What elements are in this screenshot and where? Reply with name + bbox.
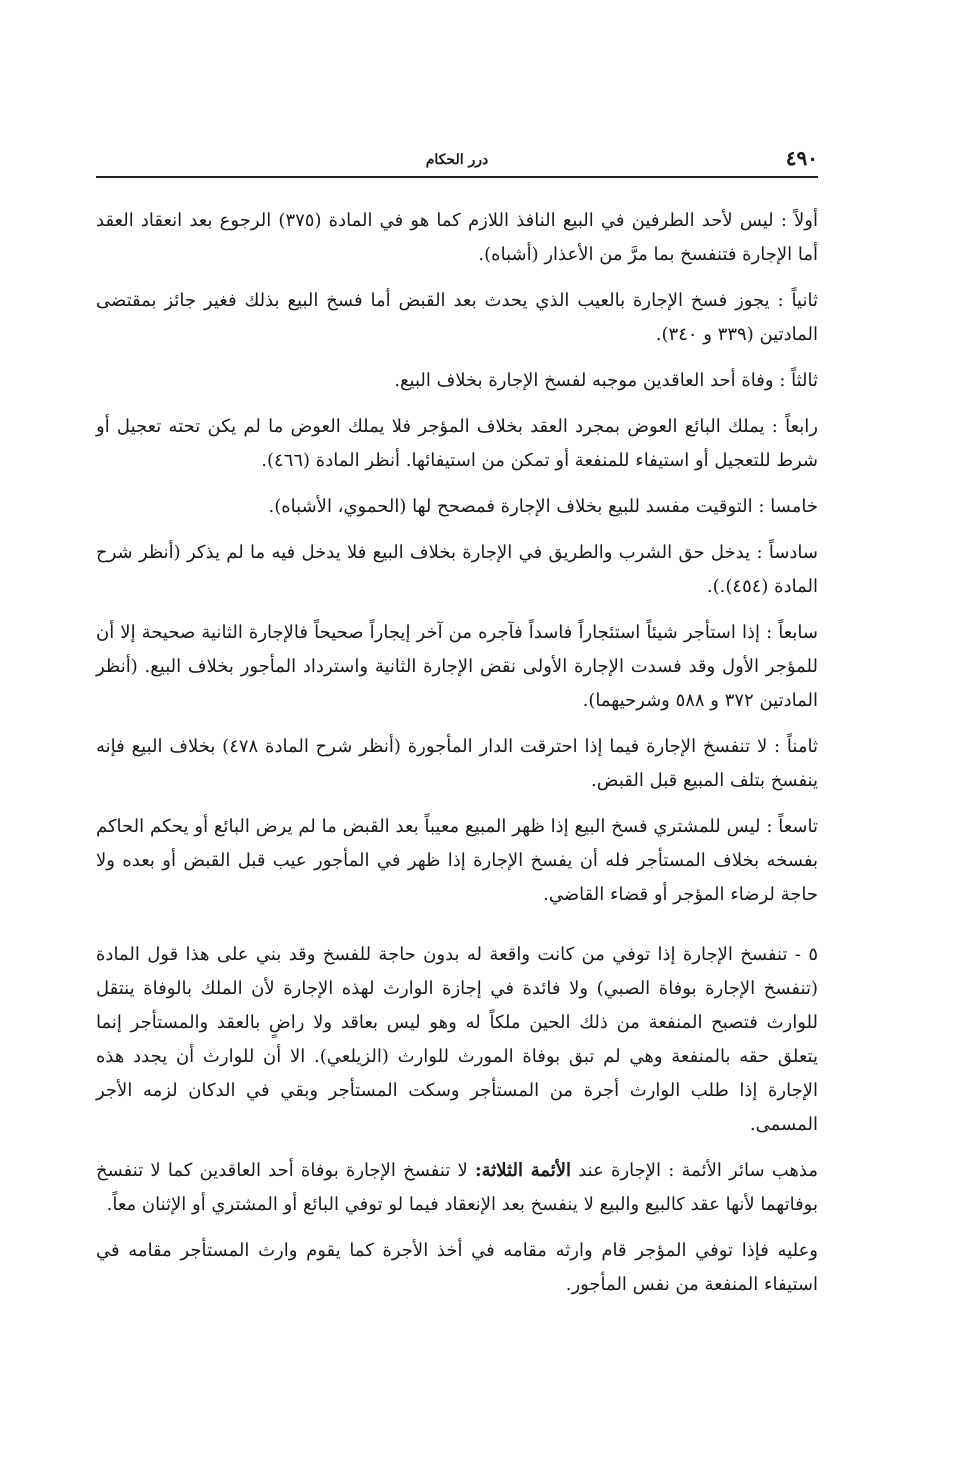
paragraph-lead: ثامناً : xyxy=(774,736,818,757)
paragraph-text: يجوز فسخ الإجارة بالعيب الذي يحدث بعد القبض أما فسخ البيع بذلك فغير جائز بمقتضى المادتين (٣٣٩ و ٣٤٠). xyxy=(96,290,818,345)
paragraph-text: إذا استأجر شيئاً استئجاراً فاسداً فآجره من آخر إيجاراً صحيحاً فالإجارة الثانية صحيحة إلا أن للمؤجر الأول وقد فسدت الإجارة الأولى نقض الإجارة الثانية واسترداد المأجور بخلاف البيع. (أنظر المادتين ٣٧٢ و ٥٨٨ وشرحيهما). xyxy=(96,622,818,711)
paragraph-lead: ٥ - xyxy=(794,944,818,965)
paragraph-text: التوقيت مفسد للبيع بخلاف الإجارة فمصحح لها (الحموي، الأشباه). xyxy=(268,496,753,517)
running-head xyxy=(96,140,818,178)
body-text xyxy=(96,204,818,1302)
paragraph-sixth xyxy=(96,536,818,604)
book-page xyxy=(96,140,818,1314)
paragraph-fifth xyxy=(96,490,818,524)
running-title: درر الحكام xyxy=(425,152,489,168)
paragraph-lead: مذهب سائر الأئمة : xyxy=(668,1160,818,1181)
page-number: ٤٩٠ xyxy=(785,146,818,170)
paragraph-lead: خامسا : xyxy=(758,496,818,517)
paragraph-seventh xyxy=(96,616,818,718)
paragraph-eighth xyxy=(96,730,818,798)
paragraph-text: ليس لأحد الطرفين في البيع النافذ اللازم كما هو في المادة (٣٧٥) الرجوع بعد انعقاد العقد أما الإجارة فتنفسخ بما مرَّ من الأعذار (أشباه). xyxy=(96,210,818,265)
paragraph-text-after: لا تنفسخ الإجارة بوفاة أحد العاقدين كما لا تنفسخ بوفاتهما لأنها عقد كالبيع والبيع لا ينفسخ بعد الإنعقاد فيما لو توفي البائع أو المشتري أو الإثنان معاً. xyxy=(96,1160,818,1215)
paragraph-section-5 xyxy=(96,938,818,1142)
paragraph-text: ليس للمشتري فسخ البيع إذا ظهر المبيع معيباً بعد القبض ما لم يرض البائع أو يحكم الحاكم بفسخه بخلاف المستأجر فله أن يفسخ الإجارة إذا ظهر في المأجور عيب قبل القبض أو بعده ولا حاجة لرضاء المؤجر أو قضاء القاضي. xyxy=(96,816,818,905)
paragraph-lead: ثانياً : xyxy=(777,290,818,311)
paragraph-lead: سابعاً : xyxy=(766,622,818,643)
paragraph-lead: تاسعاً : xyxy=(766,816,818,837)
paragraph-other-schools xyxy=(96,1154,818,1222)
paragraph-text: وفاة أحد العاقدين موجبه لفسخ الإجارة بخلاف البيع. xyxy=(394,370,774,391)
paragraph-third xyxy=(96,364,818,398)
paragraph-fourth xyxy=(96,410,818,478)
paragraph-text: لا تنفسخ الإجارة فيما إذا احترقت الدار المأجورة (أنظر شرح المادة ٤٧٨) بخلاف البيع فإنه ينفسخ بتلف المبيع قبل القبض. xyxy=(96,736,818,791)
paragraph-last xyxy=(96,1234,818,1302)
paragraph-text: وعليه فإذا توفي المؤجر قام وارثه مقامه في أخذ الأجرة كما يقوم وارث المستأجر مقامه في استيفاء المنفعة من نفس المأجور. xyxy=(96,1240,818,1295)
paragraph-bold-phrase: الأئمة الثلاثة: xyxy=(475,1160,572,1181)
paragraph-text: يدخل حق الشرب والطريق في الإجارة بخلاف البيع فلا يدخل فيه ما لم يذكر (أنظر شرح المادة (٤٥٤).). xyxy=(96,542,818,597)
paragraph-text: يملك البائع العوض بمجرد العقد بخلاف المؤجر فلا يملك العوض ما لم يكن تحته تعجيل أو شرط للتعجيل أو استيفاء للمنفعة أو تمكن من استيفائها. أنظر المادة (٤٦٦). xyxy=(96,416,818,471)
paragraph-ninth xyxy=(96,810,818,912)
paragraph-lead: أولاً : xyxy=(780,210,818,231)
paragraph-text: تنفسخ الإجارة إذا توفي من كانت واقعة له بدون حاجة للفسخ وقد بني على هذا قول المادة (تنفسخ الإجارة بوفاة الصبي) ولا فائدة في إجازة الوارث لهذه الإجارة لأن الملك بالوفاة ينتقل للوارث فتصبح المنفعة من ذلك الحين ملكاً له وهو ليس بعاقد ولا راضٍ بالعقد والمستأجر إنما يتعلق حقه بالمنفعة وهي لم تبق بوفاة المورث للوارث (الزيلعي). الا أن للوارث أن يجدد هذه الإجارة إذا طلب الوارث أجرة من المستأجر وسكت المستأجر وبقي في الدكان لزمه الأجر المسمى. xyxy=(96,944,818,1135)
paragraph-second xyxy=(96,284,818,352)
paragraph-lead: رابعاً : xyxy=(771,416,818,437)
paragraph-lead: سادساً : xyxy=(756,542,818,563)
paragraph-text-before: الإجارة عند xyxy=(578,1160,662,1181)
paragraph-first xyxy=(96,204,818,272)
paragraph-lead: ثالثاً : xyxy=(779,370,818,391)
